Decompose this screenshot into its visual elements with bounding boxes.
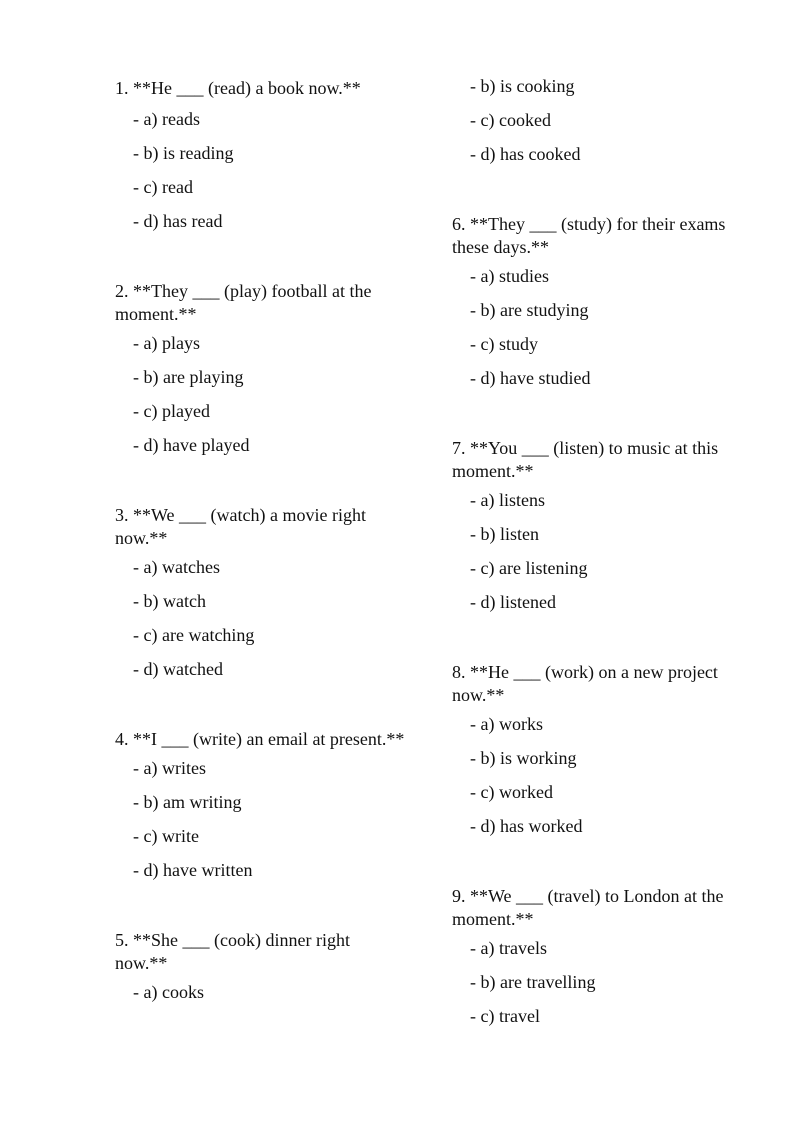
question-text: 1. **He ___ (read) a book now.** [115,78,361,98]
option-d: - d) watched [133,659,223,679]
option-d: - d) have played [133,435,250,455]
option-b: - b) watch [133,591,206,611]
option-b: - b) am writing [133,792,242,812]
option-list [115,332,405,468]
option-b: - b) listen [470,524,539,544]
question-text: 2. **They ___ (play) football at the moment.** [115,281,372,324]
option-c: - c) read [133,177,193,197]
option-c: - c) are listening [470,558,588,578]
option-a: - a) writes [133,758,206,778]
option-a: - a) cooks [133,982,204,1002]
question-6 [452,211,752,401]
question-2 [115,278,405,468]
question-8 [452,659,752,849]
option-a: - a) listens [470,490,545,510]
option-c: - c) cooked [470,110,551,130]
option-list [452,489,752,625]
question-3 [115,502,405,692]
option-a: - a) reads [133,109,200,129]
option-c: - c) worked [470,782,553,802]
option-list [115,757,405,893]
option-d: - d) has read [133,211,223,231]
question-text: 9. **We ___ (travel) to London at the moment.** [452,886,724,929]
question-1 [115,75,405,244]
option-a: - a) watches [133,557,220,577]
question-text: 5. **She ___ (cook) dinner right now.** [115,930,350,973]
left-column [115,75,405,1049]
question-text: 6. **They ___ (study) for their exams these days.** [452,214,726,257]
option-d: - d) has worked [470,816,583,836]
option-c: - c) study [470,334,538,354]
option-b: - b) is reading [133,143,234,163]
option-b: - b) is cooking [470,76,575,96]
question-5-continued [452,75,752,177]
option-d: - d) has cooked [470,144,581,164]
right-column [452,75,752,1073]
option-list [452,265,752,401]
option-a: - a) travels [470,938,547,958]
question-text: 3. **We ___ (watch) a movie right now.** [115,505,366,548]
question-5 [115,927,405,1015]
option-list [115,981,405,1015]
question-text: 4. **I ___ (write) an email at present.** [115,729,405,749]
option-list [115,556,405,692]
option-c: - c) travel [470,1006,540,1026]
option-b: - b) are travelling [470,972,596,992]
question-text: 8. **He ___ (work) on a new project now.** [452,662,718,705]
option-c: - c) write [133,826,199,846]
question-7 [452,435,752,625]
option-a: - a) studies [470,266,549,286]
option-d: - d) have studied [470,368,591,388]
question-9 [452,883,752,1039]
option-b: - b) is working [470,748,577,768]
option-a: - a) works [470,714,543,734]
option-list [115,108,405,244]
option-a: - a) plays [133,333,200,353]
option-b: - b) are playing [133,367,244,387]
option-list [452,713,752,849]
option-c: - c) played [133,401,210,421]
question-text: 7. **You ___ (listen) to music at this moment.** [452,438,719,481]
option-d: - d) listened [470,592,556,612]
question-4 [115,726,405,893]
option-list [452,75,752,177]
option-c: - c) are watching [133,625,255,645]
option-list [452,937,752,1039]
option-b: - b) are studying [470,300,589,320]
option-d: - d) have written [133,860,253,880]
